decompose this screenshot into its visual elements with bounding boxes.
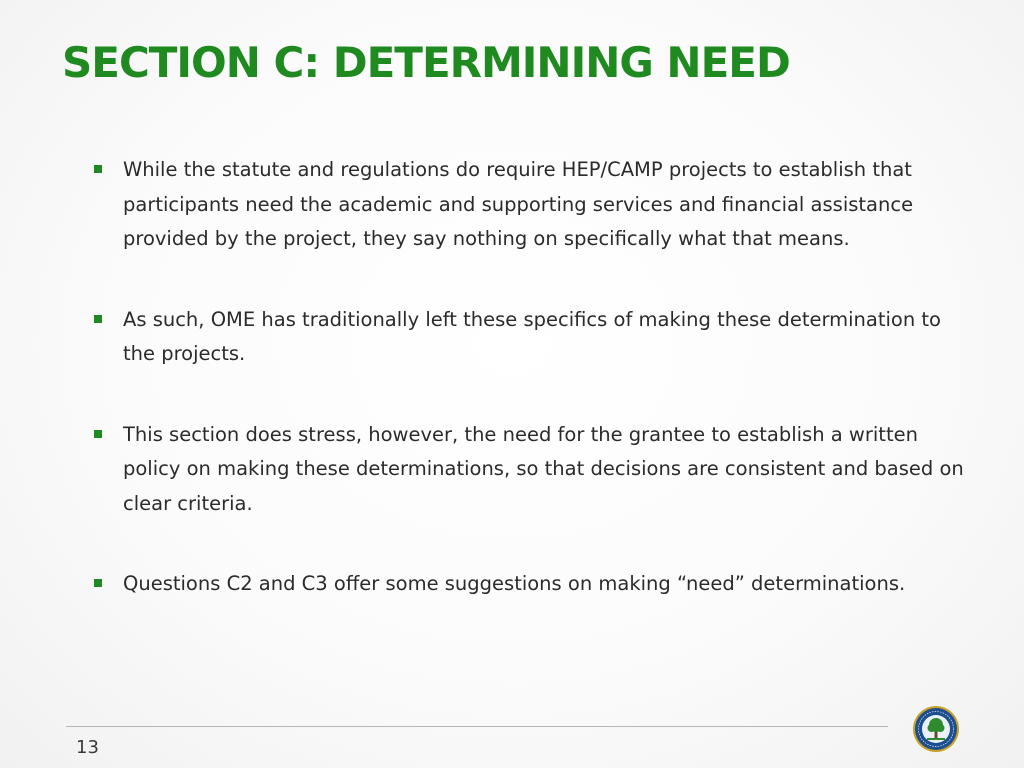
bullet-text: While the statute and regulations do require HEP/CAMP projects to establish that participants need the academic and supporting services and financial assistance provided by the project, they say nothing on specifically what that means. [123,158,914,250]
department-of-education-seal-icon [912,705,960,753]
page-number: 13 [76,737,99,758]
bullet-item [94,567,974,602]
footer-divider [66,726,888,727]
square-bullet-icon [94,315,102,323]
bullet-list [94,153,974,648]
bullet-item [94,303,974,372]
bullet-text: Questions C2 and C3 offer some suggestions on making “need” determinations. [123,572,906,595]
bullet-item [94,418,974,522]
square-bullet-icon [94,165,102,173]
square-bullet-icon [94,579,102,587]
bullet-text: As such, OME has traditionally left these specifics of making these determination to the projects. [123,307,941,365]
square-bullet-icon [94,430,102,438]
slide-title: SECTION C: DETERMINING NEED [62,38,790,87]
bullet-text: This section does stress, however, the need for the grantee to establish a written policy on making these determinations, so that decisions are consistent and based on clear criteria. [123,422,964,515]
bullet-item [94,153,974,257]
